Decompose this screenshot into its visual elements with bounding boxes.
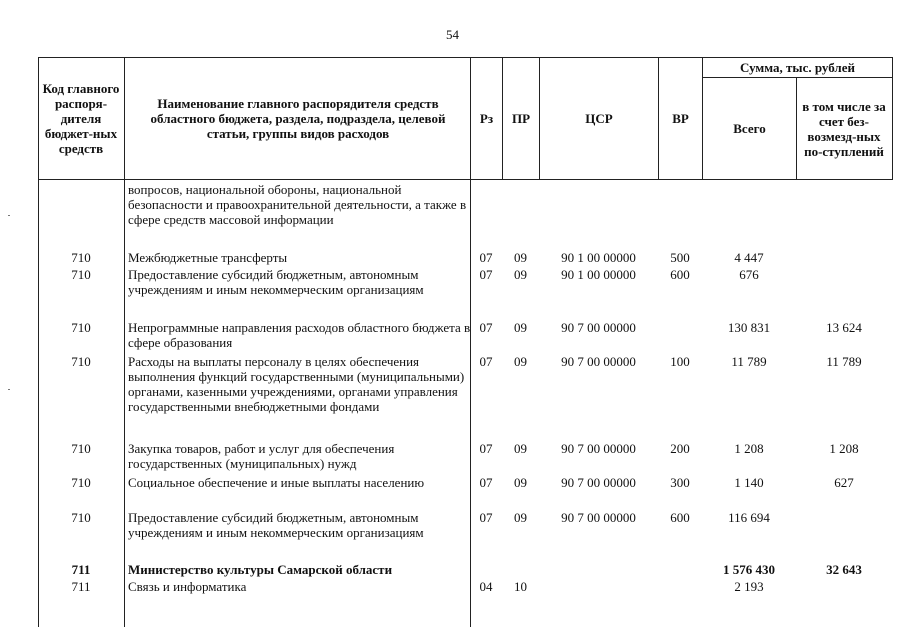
row-rz: 07 (479, 354, 493, 369)
row-vr: 600 (670, 267, 690, 282)
sum-group-divider (702, 77, 893, 78)
row-vr: 100 (670, 354, 690, 369)
header-bottom-border (38, 179, 893, 180)
grid-line-code (124, 57, 125, 627)
row-rz: 07 (479, 320, 493, 335)
row-rz: 07 (479, 475, 493, 490)
header-free: в том числе за счет без-возмезд-ных по-ступлений (802, 99, 886, 159)
row-name: Предоставление субсидий бюджетным, автономным учреждениям и иным некоммерческим организациям (128, 267, 424, 297)
row-pr: 09 (514, 510, 527, 525)
row-pr: 09 (514, 320, 527, 335)
row-vr: 500 (670, 250, 690, 265)
row-free: 32 643 (826, 562, 862, 577)
header-total: Всего (733, 120, 766, 136)
row-code: 710 (71, 441, 91, 456)
row-code: 710 (71, 320, 91, 335)
row-free: 11 789 (826, 354, 862, 369)
row-pr: 09 (514, 250, 527, 265)
row-total: 2 193 (734, 579, 764, 594)
row-pr: 09 (514, 475, 527, 490)
row-total: 130 831 (727, 320, 771, 335)
header-name: Наименование главного распорядителя средств областного бюджета, раздела, подраздела, целевой статьи, группы видов расходов (150, 95, 446, 141)
header-csr: ЦСР (585, 110, 613, 126)
row-pr: 09 (514, 267, 527, 282)
row-code: 710 (71, 354, 91, 369)
row-vr: 300 (670, 475, 690, 490)
row-name: Социальное обеспечение и иные выплаты населению (128, 475, 425, 490)
row-csr: 90 1 00 00000 (561, 250, 636, 265)
row-total: 1 208 (734, 441, 764, 456)
grid-line-right (892, 57, 893, 179)
row-code: 710 (71, 267, 91, 282)
header-vr: ВР (672, 110, 689, 126)
row-csr: 90 7 00 00000 (561, 441, 636, 456)
header-rz-cell: Рз (479, 110, 494, 126)
row-rz: 07 (479, 510, 493, 525)
row-csr: 90 7 00 00000 (561, 475, 636, 490)
row-name: вопросов, национальной обороны, национальной безопасности и правоохранительной деятельности, а также в сфере средств массовой информации (128, 182, 467, 227)
grid-line-left (38, 57, 39, 627)
row-pr: 09 (514, 441, 527, 456)
row-total: 4 447 (734, 250, 764, 265)
row-code: 711 (71, 562, 91, 577)
row-code: 710 (71, 475, 91, 490)
row-total: 1 140 (734, 475, 764, 490)
budget-table (38, 57, 893, 627)
scan-speck (8, 215, 10, 216)
row-code: 710 (71, 250, 91, 265)
grid-line-total (796, 77, 797, 179)
row-pr: 10 (514, 579, 527, 594)
row-name: Непрограммные направления расходов областного бюджета в сфере образования (128, 320, 471, 350)
row-total: 11 789 (731, 354, 767, 369)
row-total: 676 (739, 267, 759, 282)
row-name: Расходы на выплаты персоналу в целях обеспечения выполнения функций государственными (муниципальными) органами, казенными учреждениями, органами управления государственными внебюджетными фондами (128, 354, 465, 414)
row-code: 710 (71, 510, 91, 525)
row-csr: 90 1 00 00000 (561, 267, 636, 282)
row-name: Связь и информатика (128, 579, 247, 594)
row-rz: 04 (479, 579, 493, 594)
row-rz: 07 (479, 250, 493, 265)
row-csr: 90 7 00 00000 (561, 354, 636, 369)
row-total: 116 694 (728, 510, 770, 525)
row-free: 13 624 (826, 320, 862, 335)
row-name: Предоставление субсидий бюджетным, автономным учреждениям и иным некоммерческим организациям (128, 510, 424, 540)
row-csr: 90 7 00 00000 (561, 320, 636, 335)
row-csr: 90 7 00 00000 (561, 510, 636, 525)
scan-speck (8, 389, 10, 390)
page-number: 54 (446, 27, 459, 42)
header-pr: ПР (511, 110, 531, 126)
row-rz: 07 (479, 441, 493, 456)
row-vr: 600 (670, 510, 690, 525)
row-code: 711 (71, 579, 91, 594)
row-name: Закупка товаров, работ и услуг для обеспечения государственных (муниципальных) нужд (128, 441, 395, 471)
row-free: 1 208 (829, 441, 859, 456)
row-free: 627 (834, 475, 854, 490)
row-total: 1 576 430 (723, 562, 775, 577)
row-vr: 200 (670, 441, 690, 456)
header-sum-group: Сумма, тыс. рублей (740, 60, 855, 75)
header-code: Код главного распоря-дителя бюджет-ных средств (42, 80, 120, 156)
row-pr: 09 (514, 354, 527, 369)
row-name: Министерство культуры Самарской области (128, 562, 393, 577)
row-rz: 07 (479, 267, 493, 282)
row-name: Межбюджетные трансферты (128, 250, 288, 265)
